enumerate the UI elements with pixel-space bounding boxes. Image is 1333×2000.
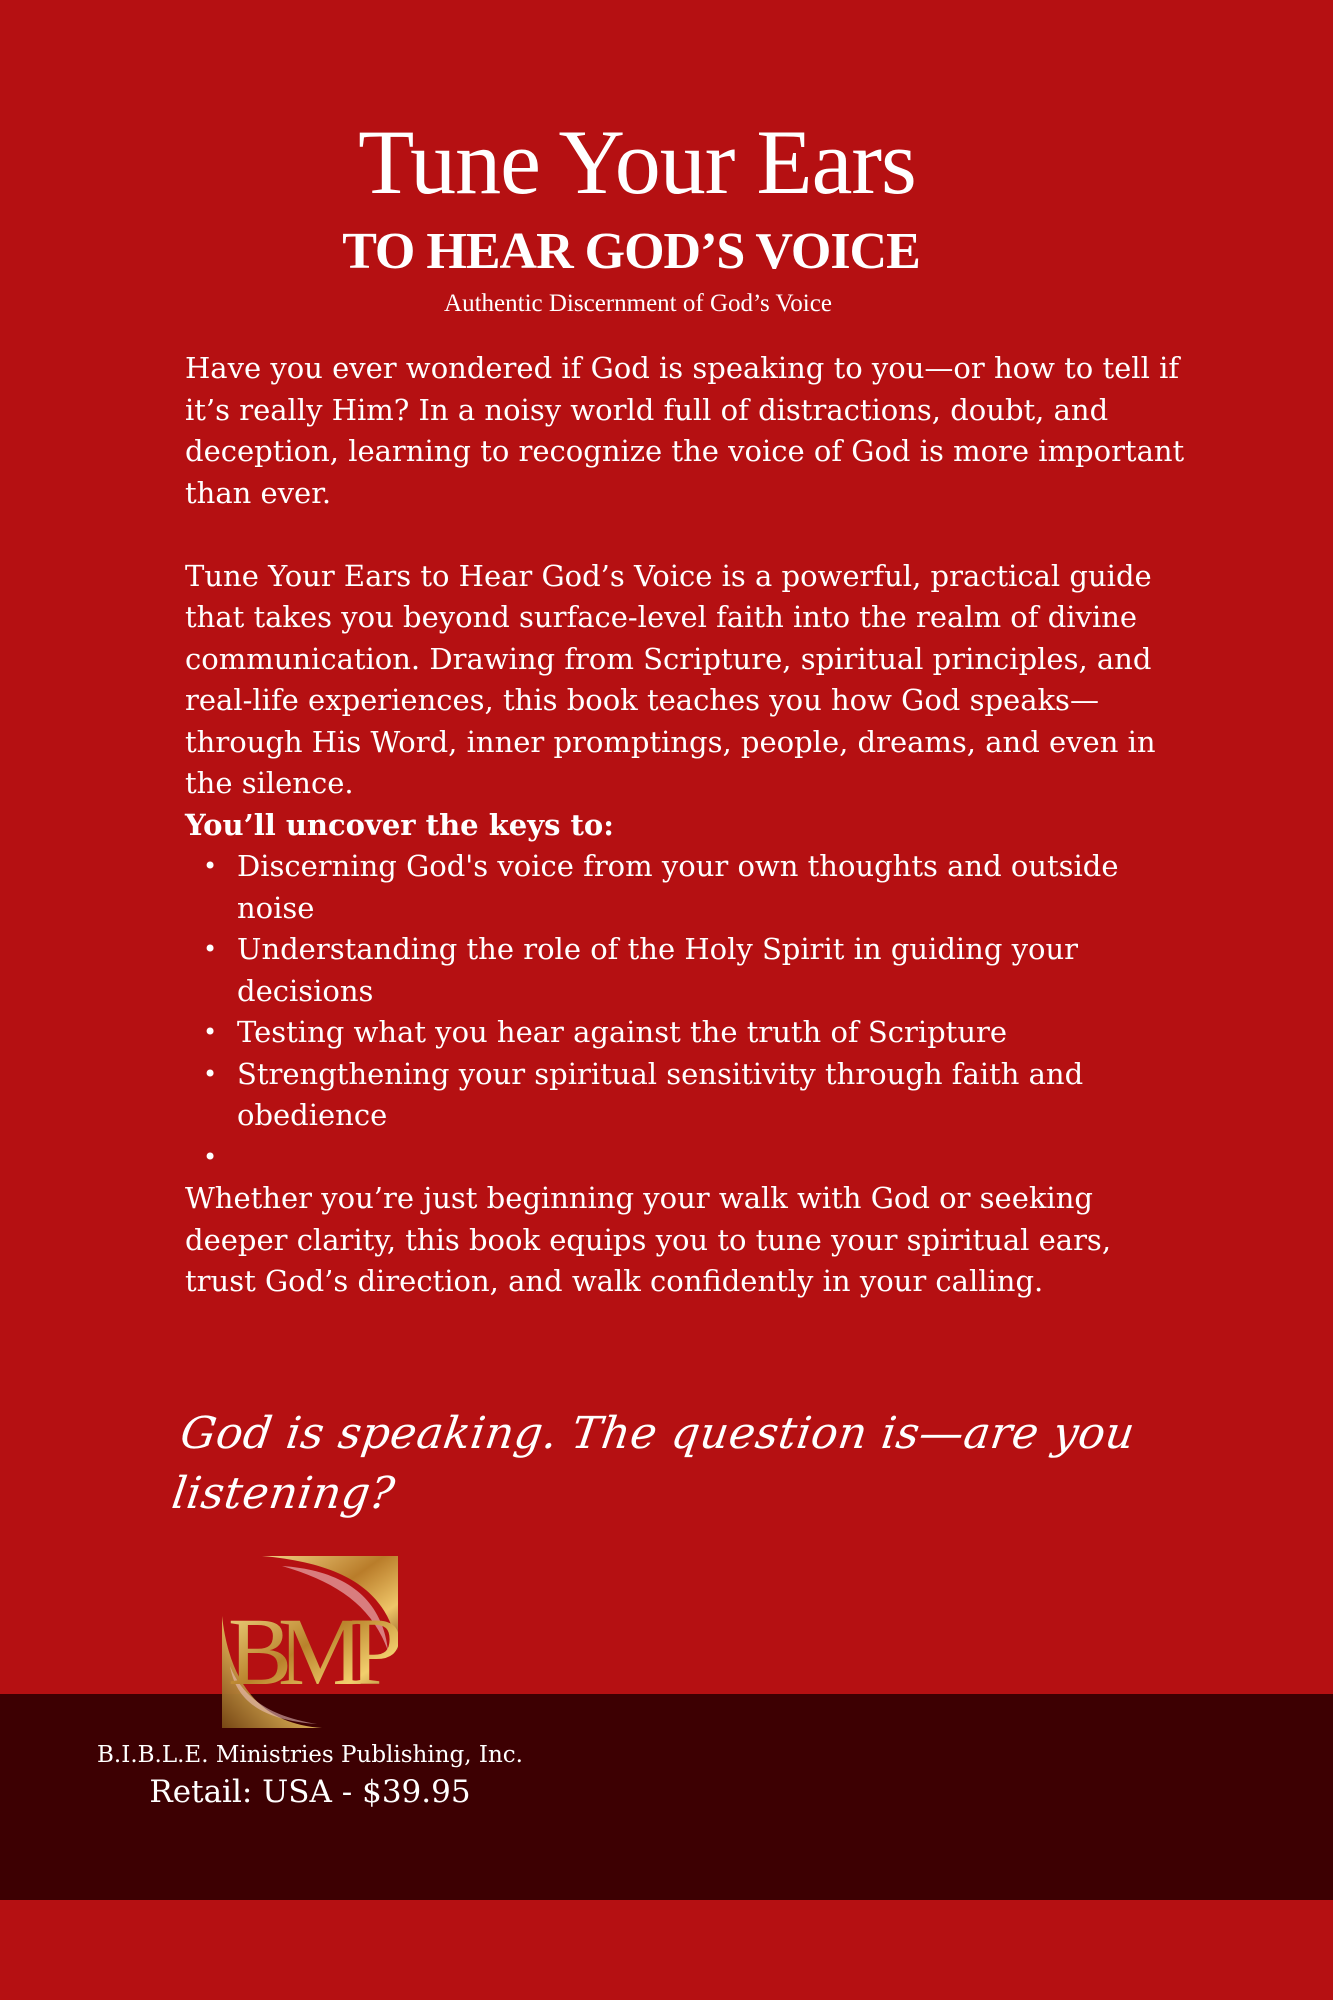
list-item-text: Discerning God's voice from your own thoughts and outside noise — [237, 849, 1119, 925]
list-item-text: Strengthening your spiritual sensitivity through faith and obedience — [237, 1056, 1084, 1132]
bullet-icon: • — [203, 1018, 218, 1046]
bullet-icon: • — [203, 935, 218, 963]
publisher-name: B.I.B.L.E. Ministries Publishing, Inc. — [97, 1742, 523, 1768]
list-item — [203, 846, 1185, 929]
blurb-paragraph-2: Tune Your Ears to Hear God’s Voice is a powerful, practical guide that takes you beyond surface-level faith into the realm of divine communication. Drawing from Scripture, spiritual principles, and real-life experiences, this book teaches you how God speaks—through His Word, inner promptings, people, dreams, and even in the silence. — [185, 558, 1156, 800]
blurb-paragraph-3: Whether you’re just beginning your walk with God or seeking deeper clarity, this book equips you to tune your spiritual ears, trust God’s direction, and walk confidently in your calling. — [185, 1181, 1112, 1298]
list-item — [203, 1012, 1185, 1054]
bullet-icon: • — [203, 1142, 218, 1171]
list-item — [203, 1054, 1185, 1137]
closing-tagline: God is speaking. The question is—are you listening? — [168, 1408, 1139, 1519]
keys-list — [185, 846, 1185, 1178]
book-tagline: Authentic Discernment of God’s Voice — [444, 290, 832, 317]
list-item-text: Testing what you hear against the truth of Scripture — [237, 1015, 1008, 1049]
book-title: Tune Your Ears — [358, 111, 916, 213]
list-item — [203, 1137, 1185, 1179]
retail-price: Retail: USA - $39.95 — [149, 1774, 471, 1810]
bullet-icon: • — [203, 852, 218, 880]
publisher-logo — [222, 1556, 398, 1728]
back-cover-blurb — [185, 348, 1185, 1303]
list-item-text: Understanding the role of the Holy Spirit in guiding your decisions — [237, 932, 1079, 1008]
book-subtitle: TO HEAR GOD’S VOICE — [342, 223, 920, 280]
bullet-icon: • — [203, 1059, 218, 1088]
blurb-paragraph-1: Have you ever wondered if God is speaking to you—or how to tell if it’s really Him? In a noisy world full of distractions, doubt, and deception, learning to recognize the voice of God is more important than ever. — [185, 351, 1185, 510]
keys-heading: You’ll uncover the keys to: — [185, 807, 614, 842]
logo-letters: BMP — [228, 1598, 389, 1705]
list-item — [203, 929, 1185, 1012]
